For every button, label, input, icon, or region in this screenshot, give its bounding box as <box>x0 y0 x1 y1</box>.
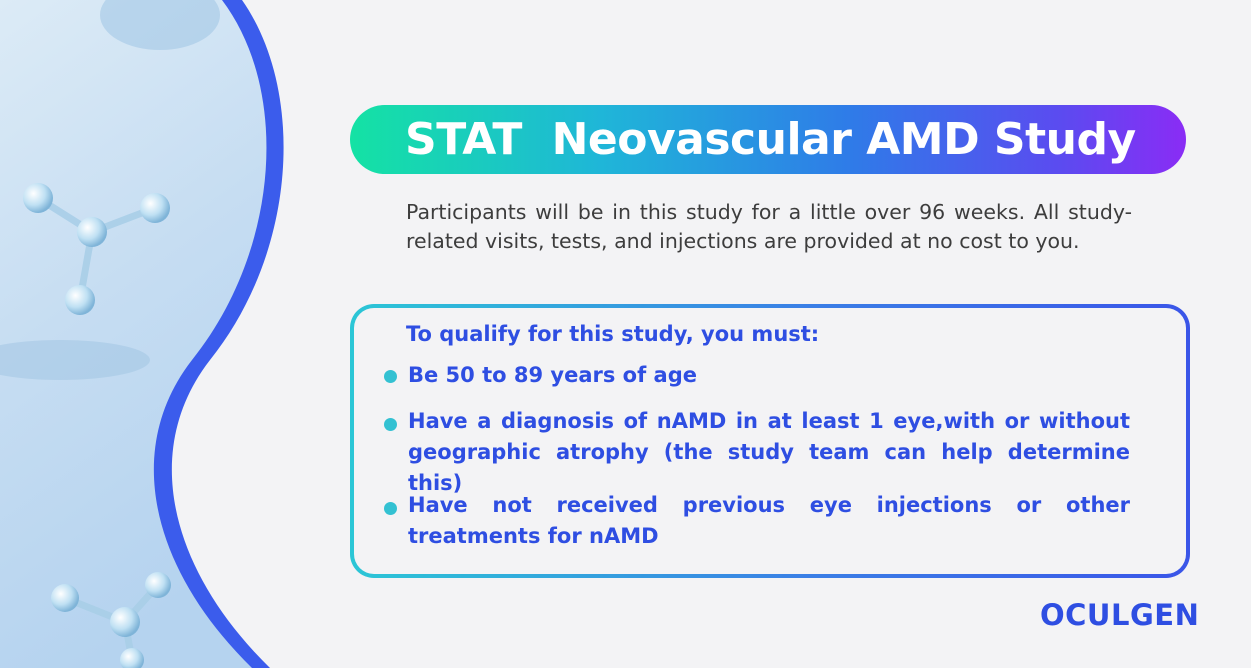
bullet-dot-icon <box>384 370 397 383</box>
requirement-text: Be 50 to 89 years of age <box>408 363 697 387</box>
bullet-dot-icon <box>384 418 397 431</box>
requirement-text: Have not received previous eye injections or other treatments for nAMD <box>408 493 1130 548</box>
page-title: STAT Neovascular AMD Study <box>405 114 1136 165</box>
intro-paragraph: Participants will be in this study for a little over 96 weeks. All study-related visits, tests, and injections are provided at no cost to you. <box>406 200 1132 253</box>
requirement-text: Have a diagnosis of nAMD in at least 1 eye,with or without geographic atrophy (the study team can help determine this) <box>408 409 1130 495</box>
requirements-heading: To qualify for this study, you must: <box>406 322 820 346</box>
bullet-dot-icon <box>384 502 397 515</box>
title-banner <box>350 105 1186 174</box>
molecule-hero-image <box>0 0 300 668</box>
brand-logo: OCULGEN <box>1040 598 1200 632</box>
